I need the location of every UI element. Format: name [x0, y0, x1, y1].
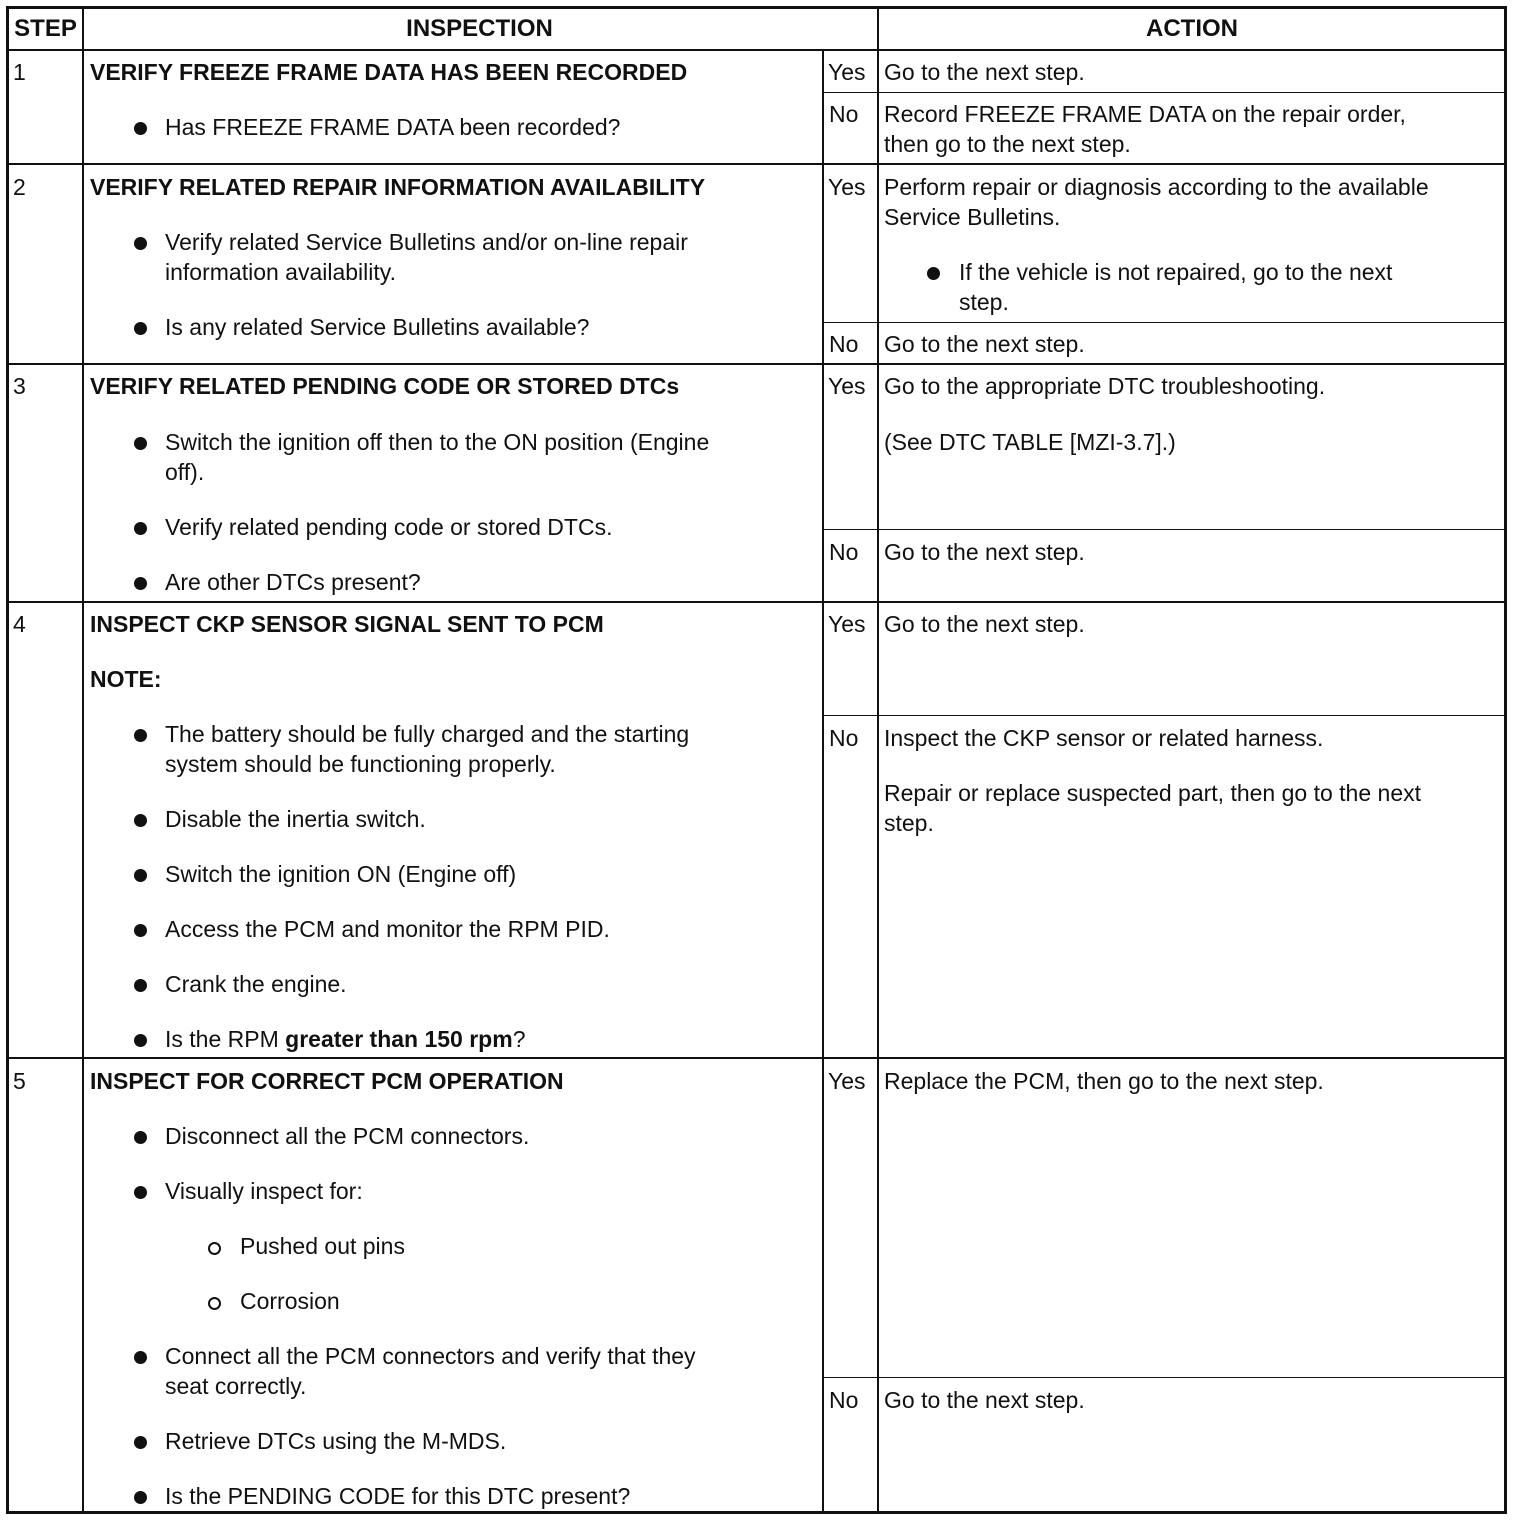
inspection-bullet: Switch the ignition ON (Engine off) [165, 861, 517, 887]
step-number: 5 [13, 1068, 26, 1094]
bullet-icon [134, 122, 147, 135]
step-number: 3 [13, 373, 26, 399]
bullet-icon [134, 1034, 147, 1047]
bullet-icon [134, 522, 147, 535]
inspection-bullet: Is any related Service Bulletins available? [165, 314, 590, 340]
no-label: No [829, 539, 859, 565]
inspection-bullet: system should be functioning properly. [165, 751, 556, 777]
yes-no-column-divider [822, 49, 824, 1511]
header-inspection: INSPECTION [406, 15, 553, 42]
inspection-bullet: Verify related Service Bulletins and/or on-line repair [165, 229, 688, 255]
bullet-icon [134, 1436, 147, 1449]
inspection-bullet: Has FREEZE FRAME DATA been recorded? [165, 114, 621, 140]
step-title: INSPECT FOR CORRECT PCM OPERATION [90, 1068, 564, 1094]
bullet-icon [134, 1491, 147, 1504]
bullet-icon [927, 267, 940, 280]
bullet-icon [134, 1351, 147, 1364]
row-divider [9, 601, 1504, 603]
bullet-icon [134, 924, 147, 937]
inspection-sub-bullet: Pushed out pins [240, 1233, 405, 1259]
header-divider [9, 49, 1504, 51]
step-title: VERIFY RELATED REPAIR INFORMATION AVAILABILITY [90, 174, 706, 200]
bullet-icon [134, 869, 147, 882]
inspection-bullet: Verify related pending code or stored DTCs. [165, 514, 613, 540]
bullet-icon [134, 322, 147, 335]
yes-action: Service Bulletins. [884, 204, 1061, 230]
yes-action: Replace the PCM, then go to the next step. [884, 1068, 1324, 1094]
diagnostic-table [6, 6, 1507, 1514]
bullet-icon [134, 979, 147, 992]
step-number: 4 [13, 611, 26, 637]
step-title: VERIFY FREEZE FRAME DATA HAS BEEN RECORDED [90, 59, 688, 85]
header-action: ACTION [1146, 15, 1238, 42]
bullet-icon [134, 237, 147, 250]
no-action: Go to the next step. [884, 331, 1085, 357]
inspection-bullet: Access the PCM and monitor the RPM PID. [165, 916, 610, 942]
yes-action-bullet: step. [959, 289, 1009, 315]
no-action: Go to the next step. [884, 1387, 1085, 1413]
no-label: No [829, 331, 859, 357]
no-label: No [829, 1387, 859, 1413]
yes-action: Perform repair or diagnosis according to the available [884, 174, 1429, 200]
step-title: INSPECT CKP SENSOR SIGNAL SENT TO PCM [90, 611, 604, 637]
inspection-bullet: Crank the engine. [165, 971, 347, 997]
no-action: step. [884, 810, 934, 836]
inspection-bullet: The battery should be fully charged and the starting [165, 721, 690, 747]
inspection-bullet: Connect all the PCM connectors and verify that they [165, 1343, 696, 1369]
step-number: 1 [13, 59, 26, 85]
row-divider [9, 163, 1504, 165]
yes-no-divider [822, 715, 1504, 716]
yes-action: Go to the next step. [884, 59, 1085, 85]
row-divider [9, 363, 1504, 365]
no-action: Go to the next step. [884, 539, 1085, 565]
yes-label: Yes [828, 59, 866, 85]
no-action: then go to the next step. [884, 131, 1131, 157]
bullet-icon [134, 1186, 147, 1199]
inspection-bullet: Switch the ignition off then to the ON position (Engine [165, 429, 710, 455]
inspection-bullet: information availability. [165, 259, 396, 285]
sub-bullet-icon [208, 1242, 221, 1255]
step-column-divider [82, 9, 84, 1511]
rpm-text-pre: Is the RPM [165, 1026, 286, 1052]
inspection-bullet: Is the PENDING CODE for this DTC present? [165, 1483, 631, 1509]
inspection-bullet: Disable the inertia switch. [165, 806, 426, 832]
yes-action: Go to the next step. [884, 611, 1085, 637]
inspection-bullet: off). [165, 459, 205, 485]
inspection-bullet: Visually inspect for: [165, 1178, 363, 1204]
no-action: Inspect the CKP sensor or related harness. [884, 725, 1324, 751]
yes-action: (See DTC TABLE [MZI-3.7].) [884, 429, 1176, 455]
inspection-bullet: seat correctly. [165, 1373, 307, 1399]
sub-bullet-icon [208, 1297, 221, 1310]
yes-no-divider [822, 1377, 1504, 1378]
rpm-text-post: ? [512, 1026, 526, 1052]
yes-label: Yes [828, 373, 866, 399]
inspection-bullet: Retrieve DTCs using the M-MDS. [165, 1428, 507, 1454]
yes-label: Yes [828, 1068, 866, 1094]
yes-action: Go to the appropriate DTC troubleshooting. [884, 373, 1326, 399]
no-action: Repair or replace suspected part, then go to the next [884, 780, 1421, 806]
note-label: NOTE: [90, 666, 162, 692]
step-number: 2 [13, 174, 26, 200]
bullet-icon [134, 814, 147, 827]
header-step: STEP [14, 15, 77, 42]
inspection-sub-bullet: Corrosion [240, 1288, 340, 1314]
inspection-action-divider [877, 9, 879, 1511]
inspection-bullet: Are other DTCs present? [165, 569, 421, 595]
no-action: Record FREEZE FRAME DATA on the repair order, [884, 101, 1406, 127]
row-divider [9, 1057, 1504, 1059]
yes-label: Yes [828, 174, 866, 200]
no-label: No [829, 725, 859, 751]
rpm-threshold: greater than 150 rpm [285, 1026, 513, 1052]
inspection-bullet-rpm [165, 1024, 525, 1054]
yes-no-divider [822, 92, 1504, 93]
yes-no-divider [822, 529, 1504, 530]
yes-label: Yes [828, 611, 866, 637]
no-label: No [829, 101, 859, 127]
step-title: VERIFY RELATED PENDING CODE OR STORED DTCs [90, 373, 680, 399]
bullet-icon [134, 729, 147, 742]
yes-action-bullet: If the vehicle is not repaired, go to the next [959, 259, 1393, 285]
bullet-icon [134, 1131, 147, 1144]
bullet-icon [134, 577, 147, 590]
bullet-icon [134, 437, 147, 450]
yes-no-divider [822, 322, 1504, 323]
inspection-bullet: Disconnect all the PCM connectors. [165, 1123, 530, 1149]
